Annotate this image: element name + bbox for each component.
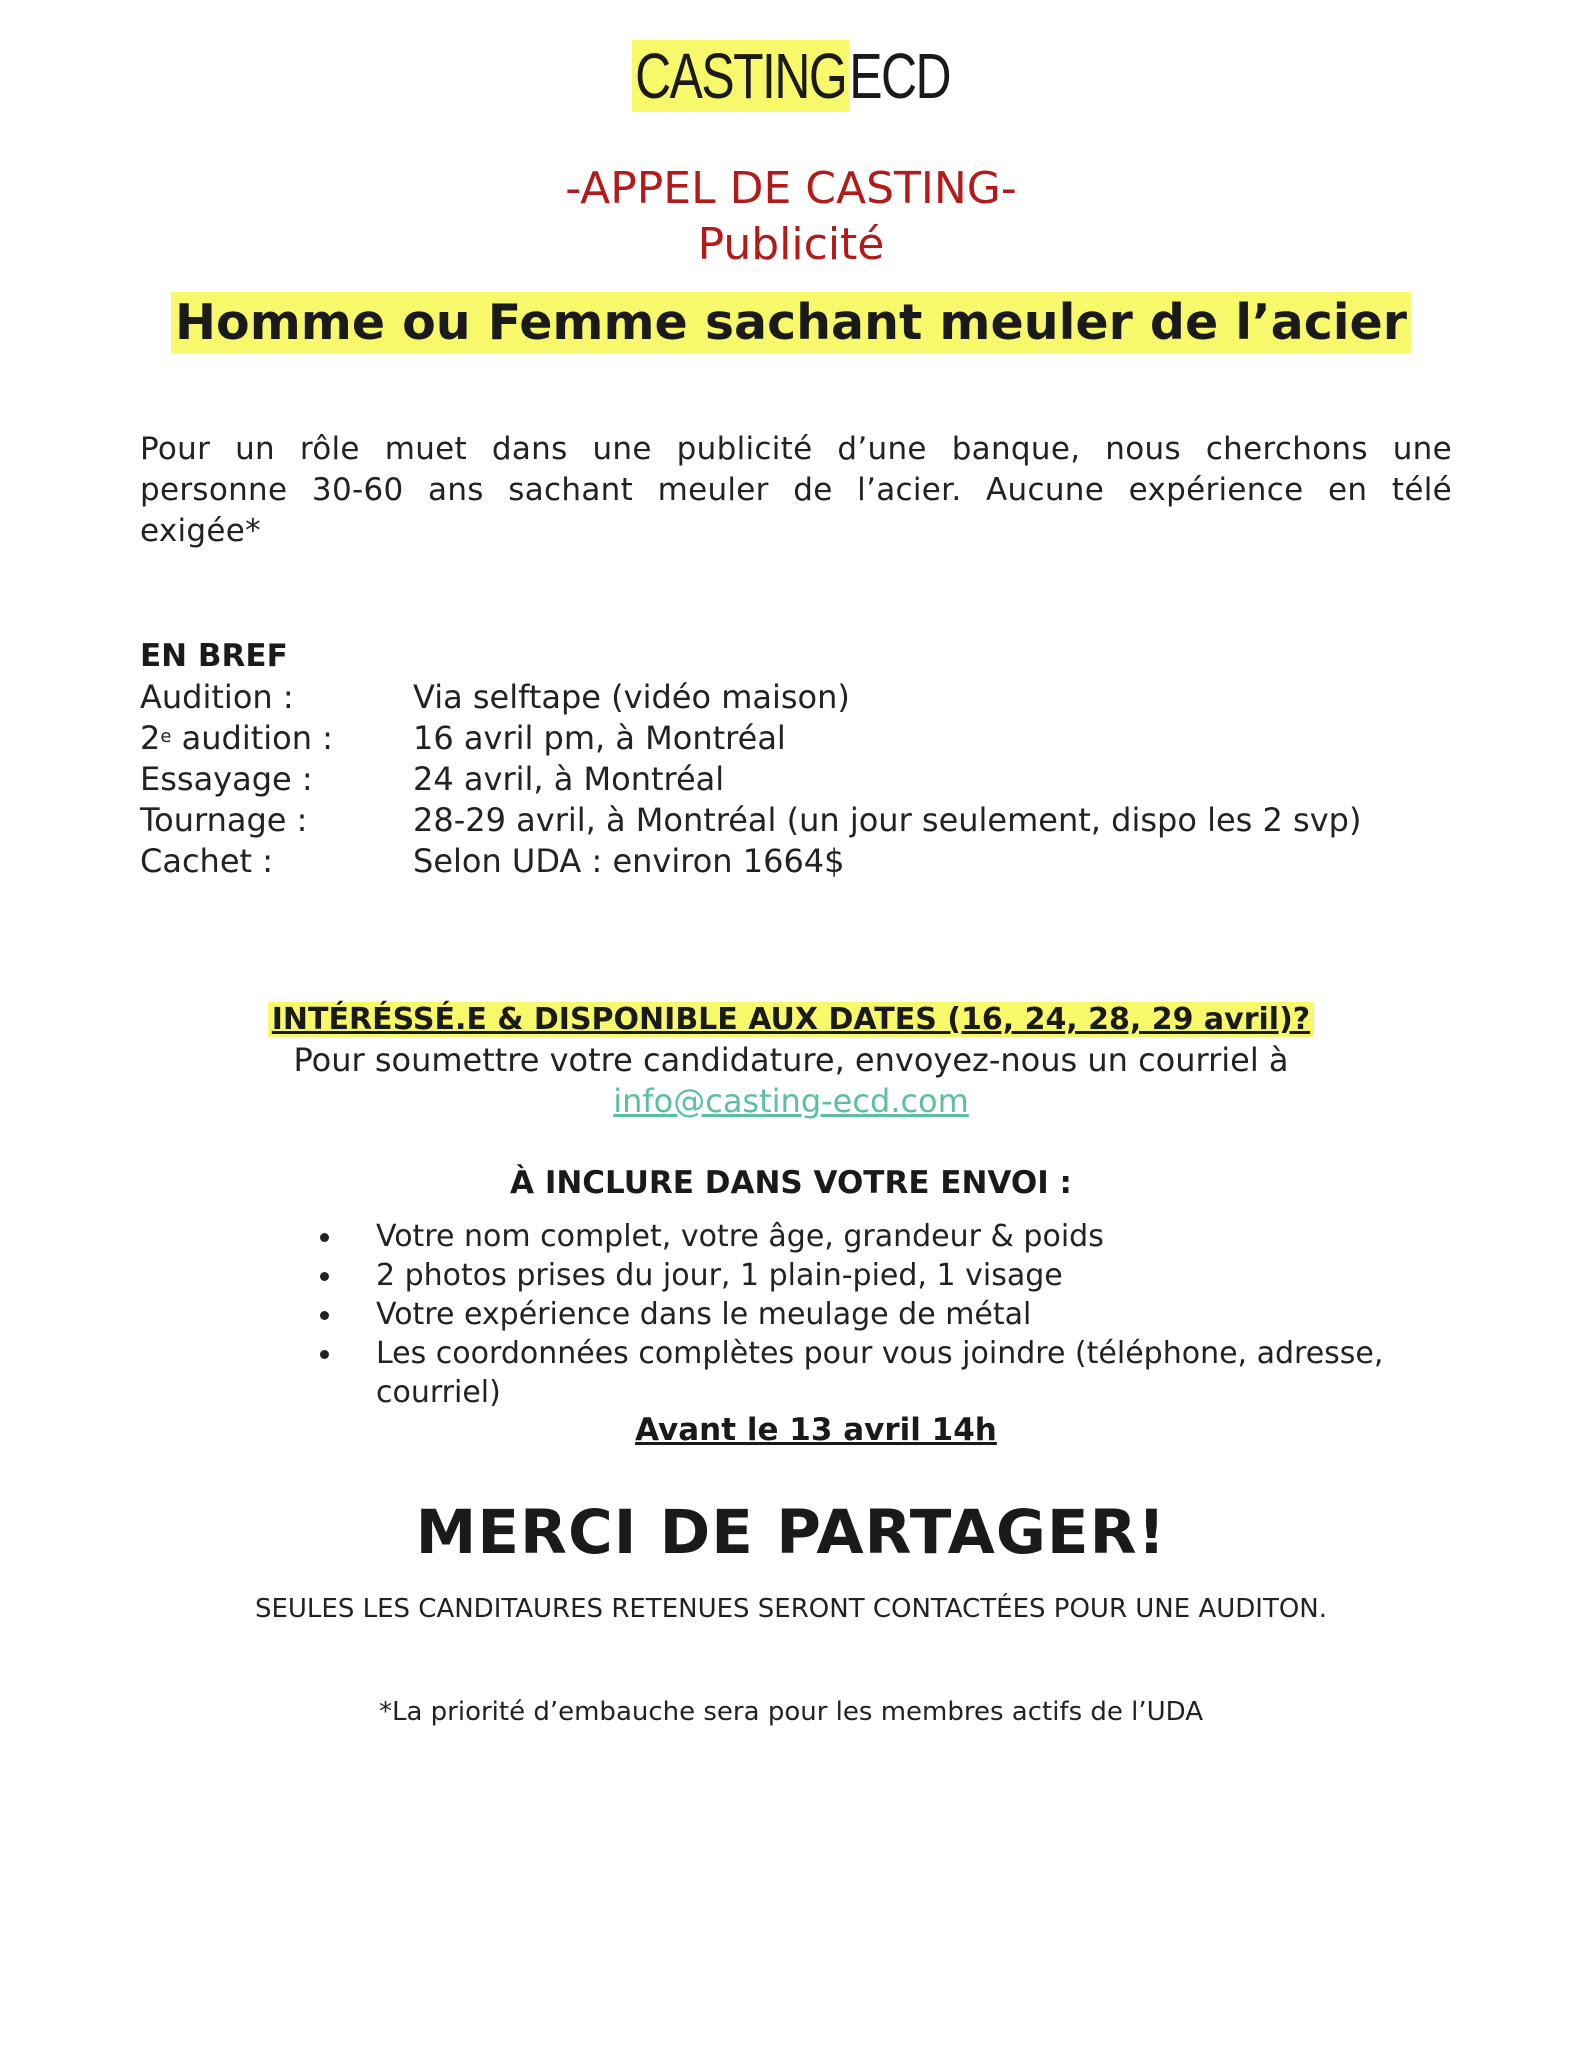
list-item-text: Votre nom complet, votre âge, grandeur & poids (376, 1219, 1104, 1254)
email-line (0, 1081, 1582, 1122)
bref-label: Cachet : (140, 842, 274, 880)
page-title-text: Homme ou Femme sachant meuler de l’acier (171, 292, 1411, 353)
submit-instruction: Pour soumettre votre candidature, envoyez-nous un courriel à (293, 1041, 1289, 1079)
include-list (320, 1217, 1430, 1412)
bref-value: 28-29 avril, à Montréal (un jour seulement, dispo les 2 svp) (413, 801, 1362, 839)
bref-heading: EN BREF (140, 638, 288, 674)
bref-label: Audition : (140, 678, 294, 716)
bullet-icon (320, 1272, 329, 1281)
priority-footnote: *La priorité d’embauche sera pour les membres actifs de l’UDA (378, 1697, 1204, 1727)
bref-value: Selon UDA : environ 1664$ (413, 842, 845, 880)
bref-value: Via selftape (vidéo maison) (413, 678, 850, 716)
list-item (320, 1217, 1430, 1256)
list-item (320, 1295, 1430, 1334)
interest-question-text: INTÉRÉSSÉ.E & DISPONIBLE AUX DATES (16, 24, 28, 29 avril)? (268, 1002, 1314, 1037)
bref-label (140, 718, 333, 759)
notice-text: SEULES LES CANDITAURES RETENUES SERONT CONTACTÉES POUR UNE AUDITON. (254, 1594, 1328, 1624)
list-item-text: Les coordonnées complètes pour vous joindre (téléphone, adresse, courriel) (376, 1336, 1384, 1410)
list-item (320, 1256, 1430, 1295)
bref-label-rest: audition : (171, 719, 333, 757)
bref-label-main: 2 (140, 719, 161, 757)
casting-ecd-logo (174, 40, 1408, 112)
bref-label: Tournage : (140, 801, 308, 839)
bullet-icon (320, 1233, 329, 1242)
merci-heading: MERCI DE PARTAGER! (415, 1497, 1167, 1568)
bref-label: Essayage : (140, 760, 313, 798)
bref-label-superscript: e (160, 726, 172, 747)
include-heading: À INCLURE DANS VOTRE ENVOI : (510, 1165, 1072, 1201)
logo-casting-text: CASTING (632, 40, 849, 112)
bref-value: 16 avril pm, à Montréal (413, 719, 786, 757)
appel-heading: -APPEL DE CASTING- (565, 163, 1017, 214)
page-title (0, 290, 1582, 367)
type-heading: Publicité (697, 219, 885, 270)
list-item-text: Votre expérience dans le meulage de métal (376, 1297, 1032, 1332)
interest-question (0, 999, 1582, 1045)
bref-value: 24 avril, à Montréal (413, 760, 725, 798)
list-item (320, 1334, 1430, 1412)
bullet-icon (320, 1350, 329, 1359)
deadline-text: Avant le 13 avril 14h (635, 1412, 997, 1448)
email-link[interactable]: info@casting-ecd.com (613, 1082, 969, 1120)
logo-ecd-text: ECD (849, 40, 950, 112)
intro-paragraph: Pour un rôle muet dans une publicité d’une banque, nous cherchons une personne 30-60 ans sachant meuler de l’acier. Aucune expérience en télé exigée* (140, 431, 1452, 549)
bullet-icon (320, 1311, 329, 1320)
list-item-text: 2 photos prises du jour, 1 plain-pied, 1 visage (376, 1258, 1063, 1293)
